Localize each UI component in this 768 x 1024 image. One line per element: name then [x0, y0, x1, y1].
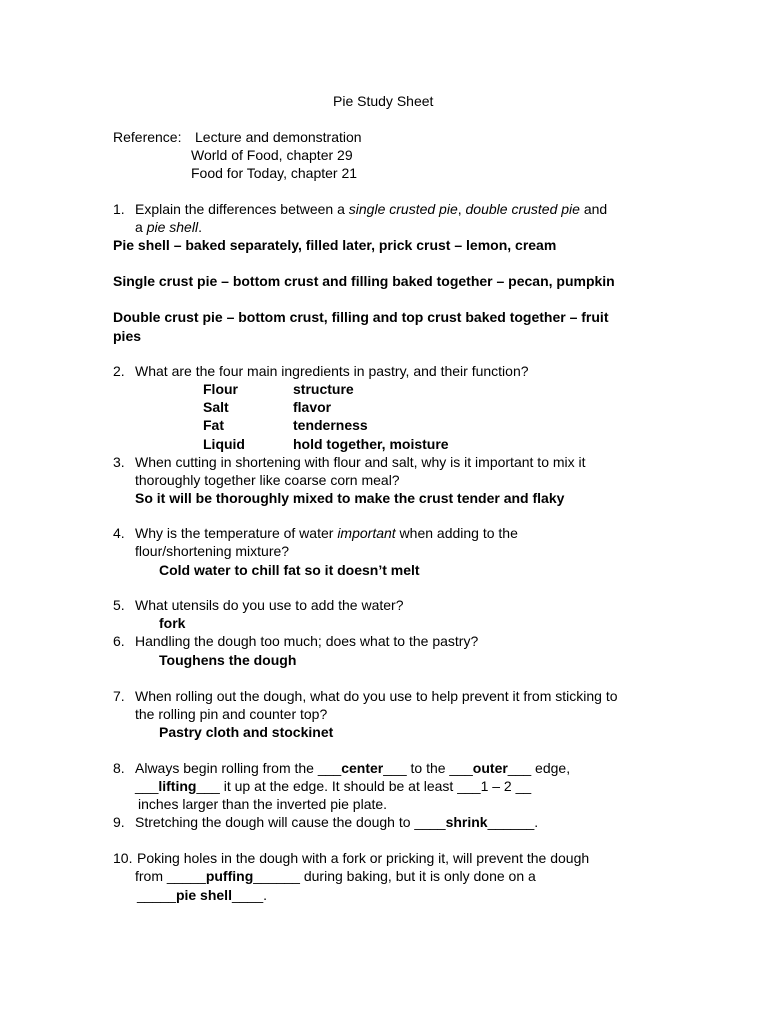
- question-8-text-cont: inches larger than the inverted pie plate.: [138, 796, 388, 812]
- question-number: 9.: [113, 814, 125, 830]
- question-2-text: What are the four main ingredients in pastry, and their function?: [135, 363, 529, 379]
- question-9-text: Stretching the dough will cause the dough to ____shrink______.: [135, 814, 539, 830]
- answer-double-crust-cont: pies: [113, 328, 142, 344]
- question-number: 4.: [113, 525, 125, 541]
- question-number: 2.: [113, 363, 125, 379]
- answer-3: So it will be thoroughly mixed to make the crust tender and flaky: [135, 490, 565, 506]
- answer-single-crust: Single crust pie – bottom crust and filling baked together – pecan, pumpkin: [113, 273, 615, 289]
- question-number: 5.: [113, 597, 125, 613]
- question-4-text: Why is the temperature of water important when adding to the: [135, 525, 518, 541]
- reference-item: World of Food, chapter 29: [191, 147, 353, 163]
- question-10-text: Poking holes in the dough with a fork or pricking it, will prevent the dough: [137, 850, 590, 866]
- reference-label: Reference:: [113, 129, 182, 145]
- question-7-text-cont: the rolling pin and counter top?: [135, 706, 328, 722]
- question-3-text: When cutting in shortening with flour and salt, why is it important to mix it: [135, 454, 586, 470]
- question-number: 1.: [113, 201, 125, 217]
- answer-4: Cold water to chill fat so it doesn’t melt: [159, 562, 420, 578]
- question-6-text: Handling the dough too much; does what to the pastry?: [135, 633, 479, 649]
- ingredient-name: Salt: [203, 399, 229, 415]
- question-number: 10.: [113, 850, 133, 866]
- reference-item: Food for Today, chapter 21: [191, 165, 358, 181]
- question-3-text-cont: thoroughly together like coarse corn meal?: [135, 472, 400, 488]
- question-number: 8.: [113, 760, 125, 776]
- question-7-text: When rolling out the dough, what do you use to help prevent it from sticking to: [135, 688, 618, 704]
- ingredient-function: hold together, moisture: [293, 436, 449, 452]
- ingredient-name: Flour: [203, 381, 238, 397]
- ingredient-name: Liquid: [203, 436, 245, 452]
- answer-double-crust: Double crust pie – bottom crust, filling and top crust baked together – fruit: [113, 309, 609, 325]
- reference-item: Lecture and demonstration: [195, 129, 362, 145]
- question-1-text-cont: a pie shell.: [135, 219, 202, 235]
- answer-6: Toughens the dough: [159, 652, 297, 668]
- question-number: 6.: [113, 633, 125, 649]
- answer-5: fork: [159, 615, 186, 631]
- ingredient-function: structure: [293, 381, 354, 397]
- question-8-text: Always begin rolling from the ___center___ to the ___outer___ edge,: [135, 760, 571, 776]
- question-4-text-cont: flour/shortening mixture?: [135, 543, 290, 559]
- answer-7: Pastry cloth and stockinet: [159, 724, 334, 740]
- question-number: 7.: [113, 688, 125, 704]
- question-8-text-cont: ___lifting___ it up at the edge. It should be at least ___1 – 2 __: [135, 778, 532, 794]
- ingredient-name: Fat: [203, 417, 224, 433]
- question-1-text: Explain the differences between a single crusted pie, double crusted pie and: [135, 201, 608, 217]
- answer-pie-shell: Pie shell – baked separately, filled later, prick crust – lemon, cream: [113, 237, 557, 253]
- ingredient-function: flavor: [293, 399, 332, 415]
- page-title: Pie Study Sheet: [333, 93, 434, 109]
- question-5-text: What utensils do you use to add the water?: [135, 597, 404, 613]
- question-10-text-cont: _____pie shell____.: [137, 887, 268, 903]
- ingredient-function: tenderness: [293, 417, 368, 433]
- question-10-text-cont: from _____puffing______ during baking, but it is only done on a: [135, 868, 536, 884]
- question-number: 3.: [113, 454, 125, 470]
